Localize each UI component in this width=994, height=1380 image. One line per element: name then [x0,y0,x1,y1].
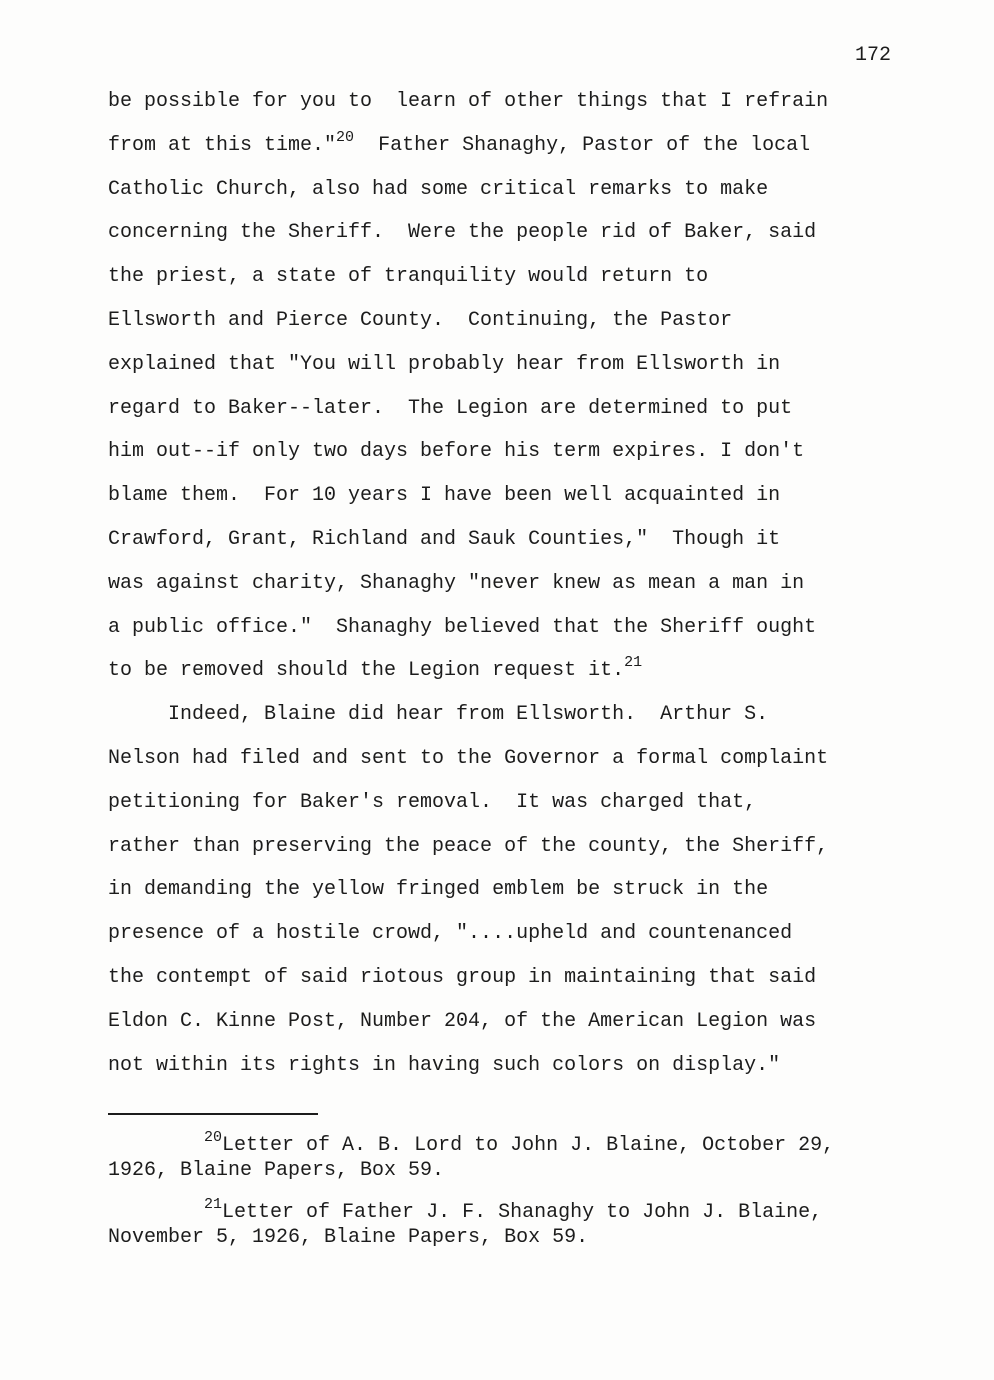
text-line: the priest, a state of tranquility would return to [108,265,709,289]
text-line: Ellsworth and Pierce County. Continuing, the Pastor [108,308,733,332]
footnote-divider [108,1113,318,1115]
text-line: him out--if only two days before his term expires. I don't [108,440,805,464]
body-text [108,80,908,1087]
page-number: 172 [855,44,892,67]
text-line: Nelson had filed and sent to the Governor a formal complaint [108,746,829,770]
text-line: Indeed, Blaine did hear from Ellsworth. Arthur S. [108,703,769,727]
text-line: blame them. For 10 years I have been well acquainted in [108,484,781,508]
footnote-21: $^{21}$Letter of Father J. F. Shanaghy to John J. Blaine, November 5, 1926, Blaine Papers, Box 59. [108,1196,823,1249]
text-line: explained that "You will probably hear from Ellsworth in [108,352,781,376]
text-line: was against charity, Shanaghy "never knew as mean a man in [108,571,805,595]
text-line: a public office." Shanaghy believed that the Sheriff ought [108,615,817,639]
footnote-ref-21: 21 [624,654,643,672]
text-line: to be removed should the Legion request it.$^{21}$ [108,654,643,683]
text-line: rather than preserving the peace of the county, the Sheriff, [108,834,829,858]
text-line: Catholic Church, also had some critical remarks to make [108,177,769,201]
text-line: petitioning for Baker's removal. It was charged that, [108,790,757,814]
text-line: not within its rights in having such colors on display." [108,1053,781,1077]
footnote-20: $^{20}$Letter of A. B. Lord to John J. Blaine, October 29, 1926, Blaine Papers, Box 59. [108,1129,835,1182]
text-line: Eldon C. Kinne Post, Number 204, of the American Legion was [108,1009,817,1033]
text-line: Crawford, Grant, Richland and Sauk Counties," Though it [108,527,781,551]
footnotes [108,1129,908,1267]
text-line: from at this time."$^{20}$ Father Shanaghy, Pastor of the local [108,128,811,157]
footnote-number: 20 [204,1129,223,1146]
text-line: in demanding the yellow fringed emblem be struck in the [108,878,769,902]
text-line: regard to Baker--later. The Legion are determined to put [108,396,793,420]
text-line: the contempt of said riotous group in maintaining that said [108,965,817,989]
footnote-number: 21 [204,1196,223,1213]
text-line: concerning the Sheriff. Were the people rid of Baker, said [108,221,817,245]
footnote-ref-20: 20 [336,128,355,146]
text-line: be possible for you to learn of other things that I refrain [108,90,829,113]
text-line: presence of a hostile crowd, "....upheld and countenanced [108,922,793,946]
